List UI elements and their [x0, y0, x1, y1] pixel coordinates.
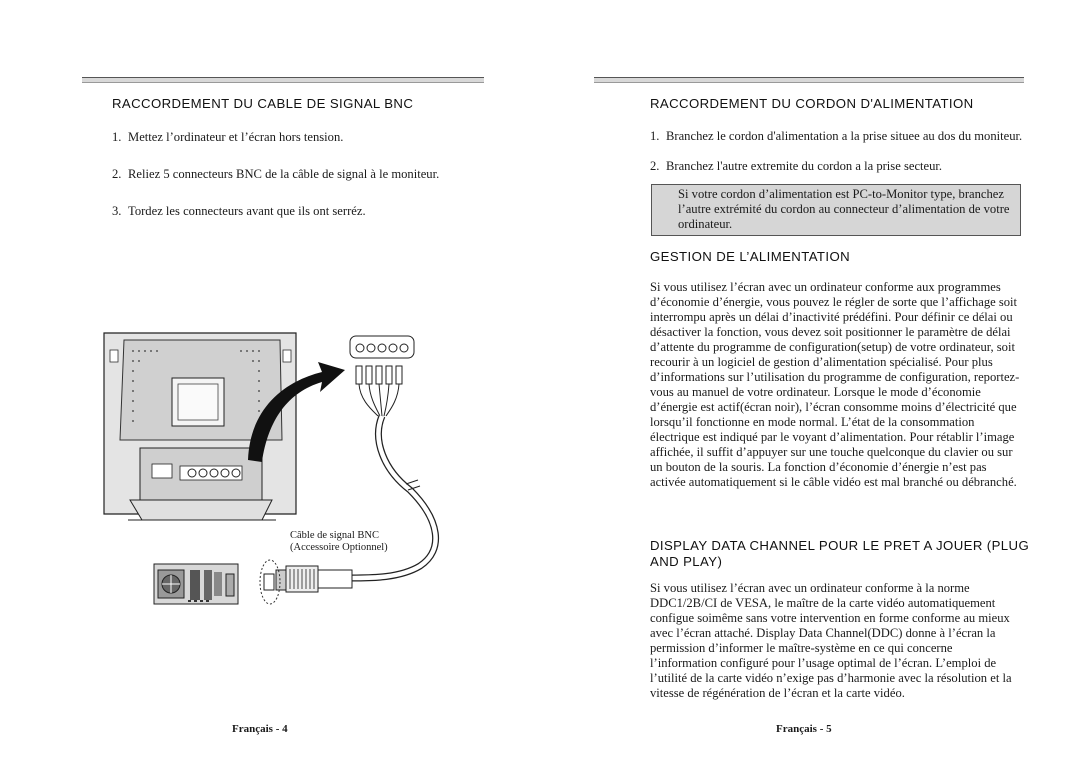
step-number: 3. — [112, 204, 122, 218]
step-number: 2. — [650, 159, 660, 173]
page-footer-left: Français - 4 — [232, 723, 288, 735]
step-text: Reliez 5 connecteurs BNC de la câble de signal à le moniteur. — [128, 167, 440, 181]
right-page — [540, 0, 1080, 763]
caption-line-1: Câble de signal BNC — [290, 530, 379, 541]
power-cord-heading: RACCORDEMENT DU CORDON D'ALIMENTATION — [650, 96, 974, 111]
top-rule-right — [594, 77, 1024, 83]
step-text: Mettez l’ordinateur et l’écran hors tension. — [128, 130, 344, 144]
page-footer-right: Français - 5 — [776, 723, 832, 735]
step-text: Branchez le cordon d'alimentation a la prise situee au dos du moniteur. — [666, 129, 1023, 143]
step-text: Branchez l'autre extremite du cordon a la prise secteur. — [666, 159, 943, 173]
ddc-text: Si vous utilisez l’écran avec un ordinateur conforme à la norme DDC1/2B/CI de VESA, le maître de la carte vidéo automatiquement configue soimême sans votre intervention en forme conforme au mieux avec l’écran attaché. Display Data Channel(DDC) donne à l’écran la permission d’informer le maître-système en ce qui concerne l’information configuré pour l’usage optimal de l’écran. L’emploi de l’utilité de la carte vidéo n’exige pas d’harmonie avec la résolution et la vitesse de régénération de l’écran et la carte vidéo. — [650, 581, 1012, 700]
power-step-1 — [650, 129, 1026, 144]
bnc-connectors-icon — [356, 366, 402, 384]
power-management-heading: GESTION DE L’ALIMENTATION — [650, 249, 851, 264]
step-number: 1. — [112, 130, 122, 144]
caption-line-2: (Accessoire Optionnel) — [290, 542, 388, 553]
power-note-box: Si votre cordon d’alimentation est PC-to-Monitor type, branchez l’autre extrémité du cordon au connecteur d’alimentation de votre ordinateur. — [651, 184, 1021, 236]
bnc-cable-heading: RACCORDEMENT DU CABLE DE SIGNAL BNC — [112, 96, 414, 111]
power-step-2 — [650, 159, 1026, 174]
pc-rear-icon — [154, 564, 238, 604]
power-management-text: Si vous utilisez l’écran avec un ordinateur conforme aux programmes d’économie d’énergie, vous pouvez le régler de sorte que l’affichage soit interrompu après un délai d’inactivité prédéfini. Pour définir ce délai ou désactiver la fonction, vous devez soit positionner le paramètre de délai d’attente du programme de configuration(setup) de votre ordinateur, soit recourir à un logiciel de gestion d’alimentation spécialisé. Pour plus d’informations sur l’utilisation du programme de configuration, reportez-vous au manuel de votre ordinateur. Lorsque le mode d’économie d’énergie est actif(écran noir), l’écran consomme moins d’électricité que lorsqu’il fonctionne en mode normal. L’état de la consommation électrique est indiqué par le voyant d’alimentation. Pour rétablir l’image affichée, il suffit d’appuyer sur une touche quelconque du clavier ou sur un bouton de la souris. La fonction d’économie d’énergie n’est pas activée automatiquement si le câble vidéo est mal branché ou débranché. — [650, 280, 1020, 489]
bnc-wires — [359, 384, 399, 416]
ddc-heading: DISPLAY DATA CHANNEL POUR LE PRET A JOUER (PLUG AND PLAY) — [650, 538, 1030, 569]
figure-caption — [290, 530, 388, 554]
step-number: 1. — [650, 129, 660, 143]
step-number: 2. — [112, 167, 122, 181]
vga-connector-icon — [260, 560, 352, 604]
bnc-panel-icon — [350, 336, 414, 358]
step-text: Tordez les connecteurs avant que ils ont serréz. — [128, 204, 366, 218]
